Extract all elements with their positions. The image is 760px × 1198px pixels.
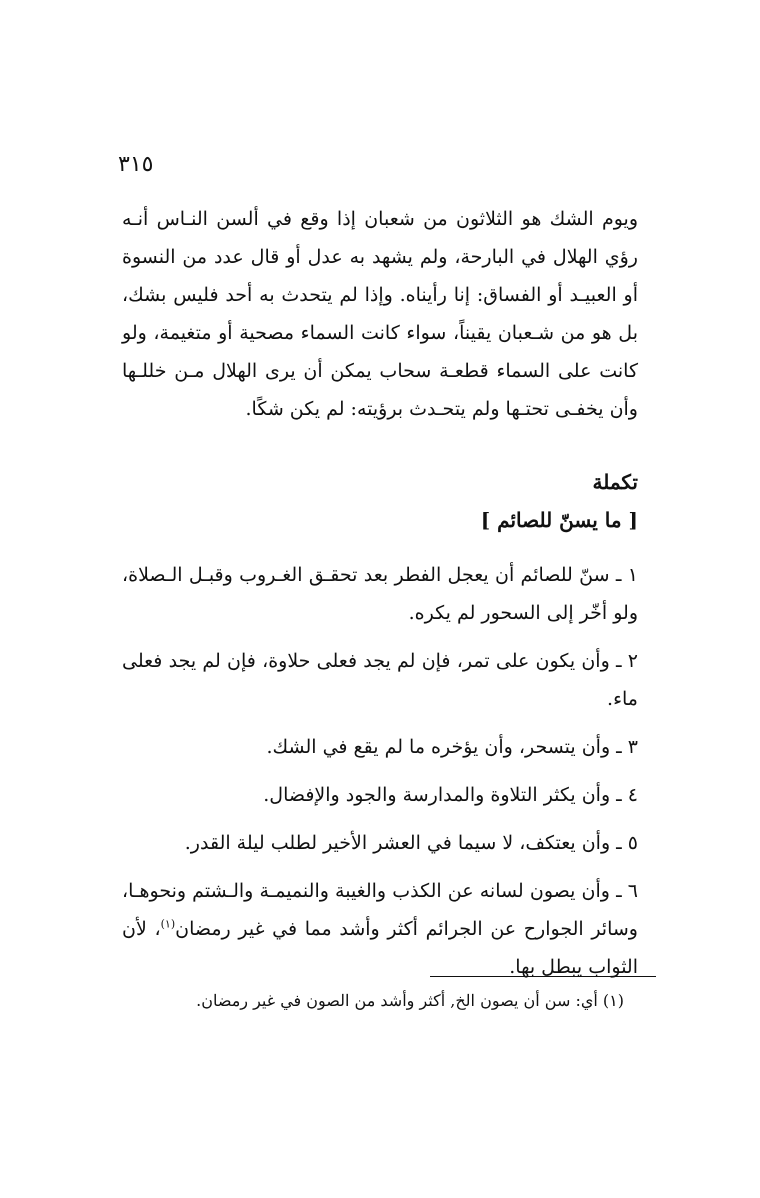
section-title: [ ما يسنّ للصائم ] xyxy=(480,508,638,532)
item6-text-end: ، لأن الثواب يبطل بها. xyxy=(122,918,638,978)
footnote: (١) أي: سن أن يصون الخ, أكثر وأشد من الصون في غير رمضان. xyxy=(196,991,624,1010)
footnote-divider xyxy=(430,976,656,977)
page-number: ٣١٥ xyxy=(118,152,154,177)
list-item: ٥ ـ وأن يعتكف، لا سيما في العشر الأخير لطلب ليلة القدر. xyxy=(184,832,638,854)
footnote-marker: (١) xyxy=(160,917,176,931)
list-item xyxy=(122,872,638,986)
item6-text: ٦ ـ وأن يصون لسانه عن الكذب والغيبة والنميمـة والـشتم ونحوهـا، وسائر الجوارح عن الجرائم أكثر وأشد مما في غير رمضان xyxy=(122,880,638,940)
list-item: ٤ ـ وأن يكثر التلاوة والمدارسة والجود والإفضال. xyxy=(263,784,638,806)
section-heading: تكملة xyxy=(592,470,638,494)
list-item: ١ ـ سنّ للصائم أن يعجل الفطر بعد تحقـق الغـروب وقبـل الـصلاة، ولو أخّر إلى السحور لم يكره. xyxy=(122,564,638,624)
main-paragraph: ويوم الشك هو الثلاثون من شعبان إذا وقع في ألسن النـاس أنـه رؤي الهلال في البارحة، ولم يشهد به عدل أو قال عدد من النسوة أو العبيـد أو الفساق: إنا رأيناه. وإذا لم يتحدث به أحد فليس بشك، بل هو من شـعبان يقيناً، سواء كانت السماء مصحية أو متغيمة، ولو كانت على السماء قطعـة سحاب يمكن أن يرى الهلال مـن خللـها وأن يخفـى تحتـها ولم يتحـدث برؤيته: لم يكن شكًا. xyxy=(122,208,638,420)
sunnah-list xyxy=(122,556,638,996)
list-item: ٣ ـ وأن يتسحر، وأن يؤخره ما لم يقع في الشك. xyxy=(266,736,638,758)
list-item: ٢ ـ وأن يكون على تمر، فإن لم يجد فعلى حلاوة، فإن لم يجد فعلى ماء. xyxy=(122,650,638,710)
